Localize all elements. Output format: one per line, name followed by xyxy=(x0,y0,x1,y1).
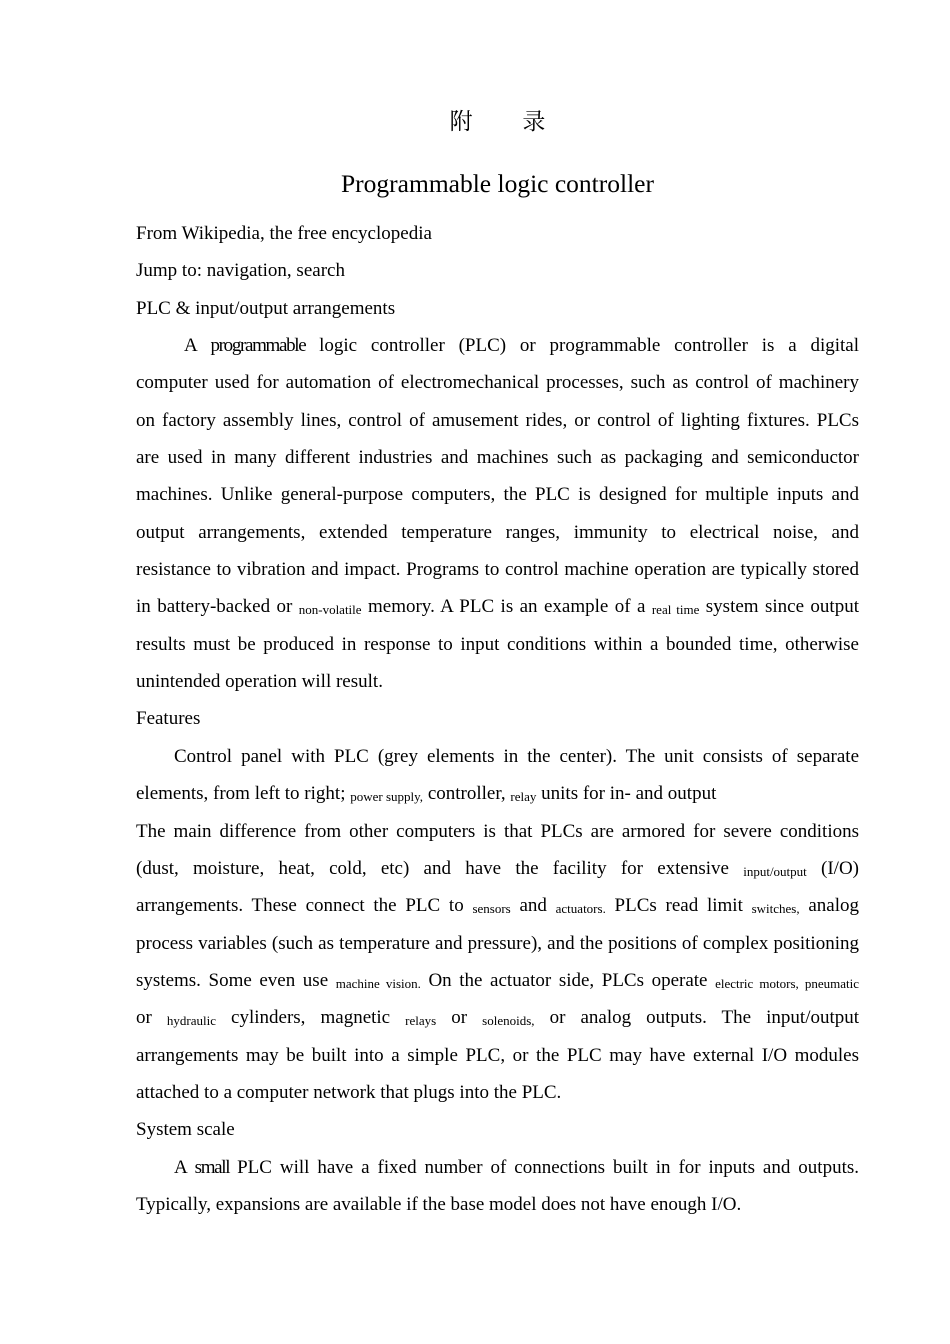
text-segment: arrangements. These connect the PLC to xyxy=(136,895,473,917)
section-heading-features: Features xyxy=(136,708,201,730)
inline-term: power supply, xyxy=(350,789,424,805)
article-body xyxy=(136,215,859,1223)
source-line: From Wikipedia, the free encyclopedia xyxy=(136,223,432,244)
inline-term: real time xyxy=(651,602,700,618)
image-caption: PLC & input/output arrangements xyxy=(136,297,396,319)
text-line xyxy=(136,850,859,887)
text-segment: PLCs read limit xyxy=(605,895,752,917)
text-line: Control panel with PLC (grey elements in the center). The unit consists of separate xyxy=(174,745,859,767)
emphasis-term: small xyxy=(194,1156,230,1178)
inline-term: switches, xyxy=(751,901,800,917)
inline-term: hydraulic xyxy=(166,1013,216,1029)
inline-term: relay xyxy=(510,789,537,805)
inline-term: solenoids, xyxy=(482,1013,535,1029)
text-segment: (dust, moisture, heat, cold, etc) and have the facility for extensive xyxy=(136,857,744,879)
text-segment: in battery-backed or xyxy=(136,596,299,618)
text-line: Typically, expansions are available if the base model does not have enough I/O. xyxy=(136,1193,742,1215)
text-segment: or analog outputs. The input/output xyxy=(534,1007,860,1029)
text-segment: logic controller (PLC) or programmable controller is a digital xyxy=(305,335,859,357)
text-line: computer used for automation of electromechanical processes, such as control of machinery xyxy=(136,372,859,394)
text-segment: analog xyxy=(799,895,860,917)
inline-term: machine vision. xyxy=(335,975,421,991)
appendix-title: 附 录 xyxy=(449,109,546,134)
text-line xyxy=(136,588,859,625)
text-segment: or xyxy=(136,1007,167,1029)
inline-term: input/output xyxy=(743,863,807,879)
text-segment: units for in- and output xyxy=(536,783,717,805)
emphasis-term: programmable xyxy=(210,335,306,357)
system-scale-paragraph xyxy=(136,1149,859,1224)
text-line: output arrangements, extended temperature ranges, immunity to electrical noise, and xyxy=(136,521,859,543)
inline-term: non-volatile xyxy=(298,602,362,618)
text-line: resistance to vibration and impact. Programs to control machine operation are typically stored xyxy=(136,559,859,581)
inline-term: actuators. xyxy=(555,901,606,917)
text-line xyxy=(136,999,859,1036)
text-segment: A xyxy=(174,1156,195,1178)
text-segment: controller, xyxy=(423,783,511,805)
text-line: are used in many different industries and machines such as packaging and semiconductor xyxy=(136,447,859,469)
text-segment: A xyxy=(184,335,211,357)
text-line xyxy=(136,887,859,924)
text-segment: cylinders, magnetic xyxy=(215,1007,406,1029)
section-heading-system-scale: System scale xyxy=(136,1119,235,1141)
text-line: attached to a computer network that plugs into the PLC. xyxy=(136,1081,562,1103)
text-line xyxy=(136,775,859,812)
text-line: process variables (such as temperature and pressure), and the positions of complex positioning xyxy=(136,932,859,954)
features-paragraph xyxy=(136,813,859,1112)
inline-term: electric motors, pneumatic xyxy=(715,975,859,991)
text-line: The main difference from other computers is that PLCs are armored for severe conditions xyxy=(136,820,859,842)
text-line: machines. Unlike general-purpose computers, the PLC is designed for multiple inputs and xyxy=(136,484,859,506)
inline-term: sensors xyxy=(472,901,511,917)
text-segment: system since output xyxy=(699,596,859,618)
text-line xyxy=(136,1149,859,1186)
intro-paragraph xyxy=(136,327,859,700)
caption-paragraph xyxy=(136,738,859,813)
text-segment: elements, from left to right; xyxy=(136,783,351,805)
text-segment: PLC will have a fixed number of connections built in for inputs and outputs. xyxy=(229,1156,859,1178)
article-title: Programmable logic controller xyxy=(341,169,654,198)
inline-term: relays xyxy=(405,1013,437,1029)
text-segment: On the actuator side, PLCs operate xyxy=(420,969,716,991)
text-line: on factory assembly lines, control of amusement rides, or control of lighting fixtures. PLCs xyxy=(136,409,859,431)
text-line: results must be produced in response to input conditions within a bounded time, otherwise xyxy=(136,633,859,655)
text-line: arrangements may be built into a simple PLC, or the PLC may have external I/O modules xyxy=(136,1044,859,1066)
text-line: unintended operation will result. xyxy=(136,671,383,693)
text-segment: memory. A PLC is an example of a xyxy=(361,596,652,618)
text-segment: (I/O) xyxy=(806,857,860,879)
text-segment: systems. Some even use xyxy=(136,969,336,991)
jump-to-line: Jump to: navigation, search xyxy=(136,260,345,282)
text-segment: and xyxy=(510,895,556,917)
text-line xyxy=(136,327,859,364)
text-segment: or xyxy=(436,1007,483,1029)
text-line xyxy=(136,962,859,999)
